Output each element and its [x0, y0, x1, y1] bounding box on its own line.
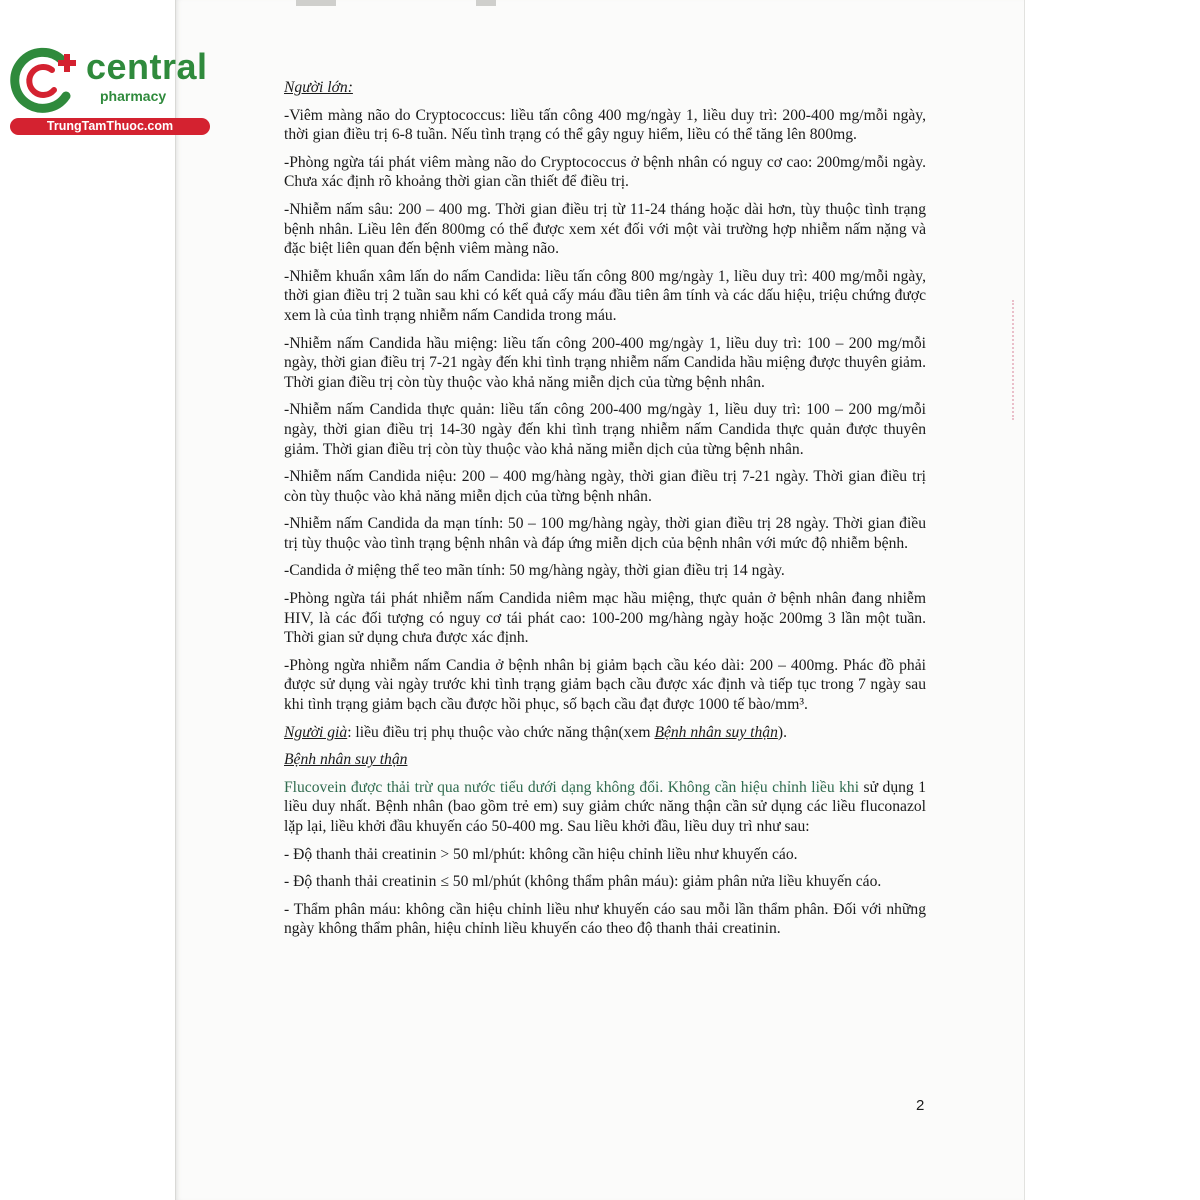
- document-body: [284, 78, 926, 947]
- page-number: 2: [916, 1097, 925, 1114]
- logo-c-cross-icon: [10, 40, 86, 118]
- logo-subtitle: pharmacy: [100, 88, 167, 104]
- logo-name: central: [86, 46, 208, 87]
- dosage-paragraph: -Nhiễm nấm Candida da mạn tính: 50 – 100 mg/hàng ngày, thời gian điều trị 28 ngày. Thời gian điều trị tùy thuộc vào tình trạng bệnh nhân và đáp ứng miễn dịch của bệnh nhân với mức độ nhiễm bệnh.: [284, 515, 926, 552]
- elderly-end: ).: [777, 723, 787, 741]
- elderly-text: : liều điều trị phụ thuộc vào chức năng thận(xem: [347, 723, 655, 741]
- central-pharmacy-logo[interactable]: [10, 40, 215, 140]
- renal-rule: - Độ thanh thải creatinin > 50 ml/phút: không cần hiệu chỉnh liều như khuyến cáo.: [284, 845, 798, 863]
- dosage-paragraph: -Nhiễm khuẩn xâm lấn do nấm Candida: liều tấn công 800 mg/ngày 1, liều duy trì: 400 mg/mỗi ngày, thời gian điều trị 2 tuần sau khi có kết quả cấy máu đầu tiên âm tính và các dấu hiệu, triệu chứng được xem là của tình trạng nhiễm nấm Candida trong máu.: [284, 267, 926, 324]
- section-heading-adults: Người lớn:: [284, 79, 353, 96]
- scan-edge-mark: [476, 0, 496, 6]
- dosage-paragraph: -Phòng ngừa tái phát viêm màng não do Cryptococcus ở bệnh nhân có nguy cơ cao: 200mg/mỗi ngày. Chưa xác định rõ khoảng thời gian cần thiết để điều trị.: [284, 153, 926, 191]
- stamp-mark: [1012, 300, 1036, 420]
- dosage-paragraph: -Nhiễm nấm sâu: 200 – 400 mg. Thời gian điều trị từ 11-24 tháng hoặc dài hơn, tùy thuộc tình trạng bệnh nhân. Liều lên đến 800mg có thể được xem xét đối với một vài trường hợp nhiễm nấm nặng và đặc biệt liên quan đến bệnh viêm màng não.: [284, 200, 926, 258]
- renal-highlight-text: Flucovein được thải trừ qua nước tiểu dưới dạng không đổi. Không cần hiệu chỉnh liều khi: [284, 778, 860, 796]
- scan-edge-mark: [296, 0, 336, 6]
- dosage-paragraph: -Nhiễm nấm Candida hầu miệng: liều tấn công 200-400 mg/ngày 1, liều duy trì: 100 – 200 mg/mỗi ngày, thời gian điều trị 7-21 ngày đến khi tình trạng nhiễm nấm Candida hầu miệng được thuyên giảm. Thời gian điều trị còn tùy thuộc vào khả năng miễn dịch của từng bệnh nhân.: [284, 334, 926, 391]
- renal-text: sử dụng 1 liều duy nhất. Bệnh nhân (bao gồm trẻ em) suy giảm chức năng thận cần sử dụng các liều fluconazol lặp lại, liều khởi đầu khuyến cáo 50-400 mg. Sau liều khởi đầu, liều duy trì như sau:: [284, 778, 927, 835]
- renal-reference-link: Bệnh nhân suy thận: [654, 723, 778, 741]
- dosage-paragraph: -Viêm màng não do Cryptococcus: liều tấn công 400 mg/ngày 1, liều duy trì: 200-400 mg/mỗi ngày, thời gian điều trị 6-8 tuần. Nếu tình trạng có thể gây nguy hiểm, liều có thể tăng lên 800mg.: [284, 106, 926, 144]
- dosage-paragraph: -Nhiễm nấm Candida thực quản: liều tấn công 200-400 mg/ngày 1, liều duy trì: 100 – 200 mg/mỗi ngày, thời gian điều trị 14-30 ngày đến khi tình trạng nhiễm nấm Candida thực quản được thuyên giảm. Thời gian điều trị còn tùy thuộc vào khả năng miễn dịch của từng bệnh nhân.: [284, 401, 926, 458]
- elderly-paragraph: [284, 723, 926, 743]
- renal-paragraph: [284, 778, 926, 837]
- renal-rule: - Độ thanh thải creatinin ≤ 50 ml/phút (không thẩm phân máu): giảm phân nửa liều khuyến cáo.: [284, 873, 882, 891]
- dosage-paragraph: -Phòng ngừa tái phát nhiễm nấm Candida niêm mạc hầu miệng, thực quản ở bệnh nhân đang nhiễm HIV, là các đối tượng có nguy cơ tái phát cao: 100-200 mg/hàng ngày hoặc 200mg 3 lần một tuần. Thời gian sử dụng chưa được xác định.: [284, 590, 926, 647]
- dosage-paragraph: -Phòng ngừa nhiễm nấm Candia ở bệnh nhân bị giảm bạch cầu kéo dài: 200 – 400mg. Phác đồ phải được sử dụng vài ngày trước khi tình trạng giảm bạch cầu được xác định và tiếp tục trong 7 ngày sau khi tình trạng giảm bạch cầu được hồi phục, số bạch cầu đạt được 1000 tế bào/mm³.: [284, 656, 926, 714]
- dosage-paragraph: -Nhiễm nấm Candida niệu: 200 – 400 mg/hàng ngày, thời gian điều trị 7-21 ngày. Thời gian điều trị còn tùy thuộc vào khả năng miễn dịch của từng bệnh nhân.: [284, 468, 926, 505]
- elderly-label: Người già: [284, 723, 348, 741]
- dosage-paragraph: -Candida ở miệng thể teo mãn tính: 50 mg/hàng ngày, thời gian điều trị 14 ngày.: [284, 562, 785, 580]
- logo-site-url[interactable]: TrungTamThuoc.com: [10, 118, 210, 135]
- section-heading-renal: Bệnh nhân suy thận: [284, 751, 408, 769]
- renal-rule: - Thẩm phân máu: không cần hiệu chỉnh liều như khuyến cáo sau mỗi lần thẩm phân. Đối với những ngày không thẩm phân, hiệu chỉnh liều khuyến cáo theo độ thanh thải creatinin.: [284, 900, 926, 938]
